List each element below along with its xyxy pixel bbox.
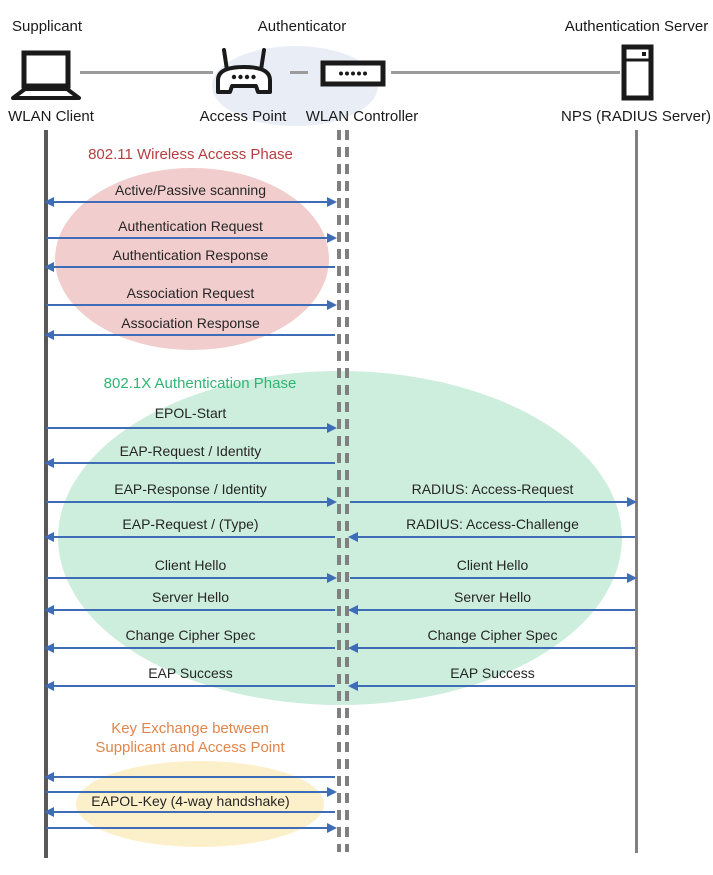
authentication-phase-title: 802.1X Authentication Phase <box>103 375 297 392</box>
message-label: Client Hello <box>154 557 227 573</box>
message-arrow-eap-request-type <box>46 536 335 538</box>
message-label: EPOL-Start <box>154 405 227 421</box>
server-lifeline <box>635 130 638 853</box>
message-arrow-authentication-request <box>46 237 335 239</box>
message-arrow-eapol-key-3 <box>46 811 335 813</box>
message-label: Change Cipher Spec <box>125 627 256 643</box>
message-label: EAP Success <box>148 665 233 681</box>
message-arrow-change-cipher-spec-left <box>46 647 335 649</box>
message-arrow-eap-request-identity <box>46 462 335 464</box>
message-arrow-eap-success-right <box>350 685 635 687</box>
connector-client-to-ap <box>80 71 213 74</box>
message-arrow-server-hello-right <box>350 609 635 611</box>
message-arrow-eapol-key-4 <box>46 827 335 829</box>
message-label: Authentication Response <box>112 247 269 263</box>
message-label: EAP-Response / Identity <box>114 481 267 497</box>
message-label: EAP-Request / Identity <box>119 443 262 459</box>
message-arrow-eap-success-left <box>46 685 335 687</box>
message-label: Server Hello <box>151 589 230 605</box>
message-label: RADIUS: Access-Request <box>411 481 574 497</box>
message-arrow-eapol-key-1 <box>46 776 335 778</box>
message-arrow-active-passive-scanning <box>46 201 335 203</box>
message-label: Client Hello <box>456 557 529 573</box>
access-point-icon <box>213 46 275 103</box>
authentication-server-role-label: Authentication Server <box>564 18 709 35</box>
message-arrow-radius-access-challenge <box>350 536 635 538</box>
supplicant-role-label: Supplicant <box>12 18 83 35</box>
wireless-access-phase-title: 802.11 Wireless Access Phase <box>88 146 293 163</box>
access-point-label: Access Point <box>199 108 287 125</box>
wlan-controller-icon <box>320 60 386 92</box>
message-label: EAP Success <box>450 665 535 681</box>
wlan-controller-label: WLAN Controller <box>305 108 419 125</box>
message-label: Change Cipher Spec <box>427 627 558 643</box>
message-label: Active/Passive scanning <box>115 182 266 198</box>
message-label: Authentication Request <box>118 218 263 234</box>
message-arrow-eap-response-identity <box>46 501 335 503</box>
message-label: Association Request <box>126 285 255 301</box>
message-label: EAP-Request / (Type) <box>122 516 259 532</box>
authenticator-role-label: Authenticator <box>257 18 347 35</box>
message-arrow-client-hello-right <box>350 577 635 579</box>
eapol-key-label: EAPOL-Key (4-way handshake) <box>91 793 290 809</box>
message-arrow-association-request <box>46 304 335 306</box>
authenticator-lifeline-dashed-2 <box>345 130 349 852</box>
message-label: Association Response <box>121 315 260 331</box>
message-arrow-authentication-response <box>46 266 335 268</box>
connector-ap-to-controller <box>290 71 308 74</box>
wlan-client-label: WLAN Client <box>8 108 94 125</box>
authenticator-lifeline-dashed-1 <box>337 130 341 852</box>
key-exchange-phase-title-line2: Supplicant and Access Point <box>95 739 285 756</box>
nps-radius-server-label: NPS (RADIUS Server) <box>560 108 712 125</box>
message-arrow-radius-access-request <box>350 501 635 503</box>
message-label: RADIUS: Access-Challenge <box>406 516 579 532</box>
message-label: Server Hello <box>453 589 532 605</box>
key-exchange-phase-title-line1: Key Exchange between <box>111 720 269 737</box>
laptop-icon <box>10 50 82 107</box>
message-arrow-client-hello-left <box>46 577 335 579</box>
message-arrow-server-hello-left <box>46 609 335 611</box>
message-arrow-epol-start <box>46 427 335 429</box>
message-arrow-change-cipher-spec-right <box>350 647 635 649</box>
server-icon <box>621 44 654 106</box>
connector-controller-to-server <box>391 71 620 74</box>
message-arrow-association-response <box>46 334 335 336</box>
